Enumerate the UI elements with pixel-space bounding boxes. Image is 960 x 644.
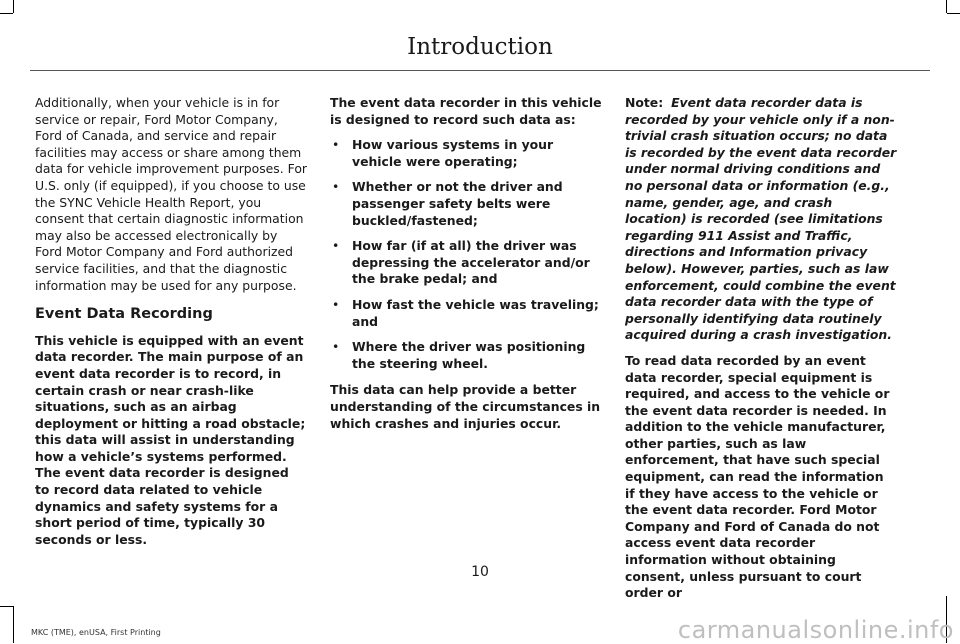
- column-3: [625, 95, 897, 611]
- crop-mark-top-left: [13, 0, 14, 13]
- recorded-data-list: [330, 137, 602, 372]
- list-item: • How various systems in your vehicle were operating;: [330, 137, 602, 170]
- paragraph-recorded-data-intro: The event data recorder in this vehicle is designed to record such data as:: [330, 95, 602, 127]
- crop-mark-bottom-left: [13, 606, 14, 643]
- crop-mark-top-left-h: [0, 13, 13, 14]
- print-info: MKC (TME), enUSA, First Printing: [31, 628, 161, 637]
- paragraph-read-data: To read data recorded by an event data recorder, special equipment is required, and access to the vehicle or the event data recorder is needed. In addition to the vehicle manufacturer, other parties, such as law enforcement, that have such special equipment, can read the information if they have access to the vehicle or the event data recorder. Ford Motor Company and Ford of Canada do not access event data recorder information without obtaining consent, unless pursuant to court order or: [625, 352, 890, 601]
- paragraph-event-data-recorder: This vehicle is equipped with an event data recorder. The main purpose of an event data recorder is to record, in certain crash or near crash-like situations, such as an airbag deployment or hitting a road obstacle; this data will assist in understanding how a vehicle’s systems performed. The event data recorder is designed to record data related to vehicle dynamics and safety systems for a short period of time, typically 30 seconds or less.: [35, 332, 306, 547]
- page-number: 10: [471, 564, 489, 580]
- paragraph-circumstances: This data can help provide a better understanding of the circumstances in which crashes and injuries occur.: [330, 382, 601, 431]
- crop-mark-top-right: [946, 0, 947, 13]
- list-item: • How far (if at all) the driver was depressing the accelerator and/or the brake pedal; and: [330, 238, 602, 288]
- section-heading: Event Data Recording: [35, 306, 213, 323]
- header-divider: [30, 70, 930, 71]
- note-body: Event data recorder data is recorded by your vehicle only if a non-trivial crash situation occurs; no data is recorded by the event data recorder under normal driving conditions and no personal data or information (e.g., name, gender, age, and crash location) is recorded (see limitations regarding 911 Assist and Traffic, directions and Information privacy below). However, parties, such as law enforcement, could combine the event data recorder data with the type of personally identifying data routinely acquired during a crash investigation.: [625, 95, 897, 343]
- column-2: [330, 95, 602, 441]
- note-block: [625, 95, 897, 344]
- crop-mark-top-right-h: [947, 13, 960, 14]
- crop-mark-bottom-left-h: [0, 606, 13, 607]
- paragraph-service-data: Additionally, when your vehicle is in for service or repair, Ford Motor Company, Ford of Canada, and service and repair facilities may access or share among them data for vehicle improvement purposes. For U.S. only (if equipped), if you choose to use the SYNC Vehicle Health Report, you consent that certain diagnostic information may also be accessed electronically by Ford Motor Company and Ford authorized service facilities, and that the diagnostic information may be used for any purpose.: [35, 95, 308, 293]
- list-item: • How fast the vehicle was traveling; and: [330, 297, 602, 330]
- column-1: [35, 95, 307, 557]
- list-item: • Whether or not the driver and passenger safety belts were buckled/fastened;: [330, 179, 602, 229]
- list-item: • Where the driver was positioning the steering wheel.: [330, 339, 602, 372]
- note-label: Note:: [625, 95, 664, 110]
- watermark: carmanualsonline.info: [677, 616, 954, 644]
- page-title: Introduction: [407, 34, 553, 60]
